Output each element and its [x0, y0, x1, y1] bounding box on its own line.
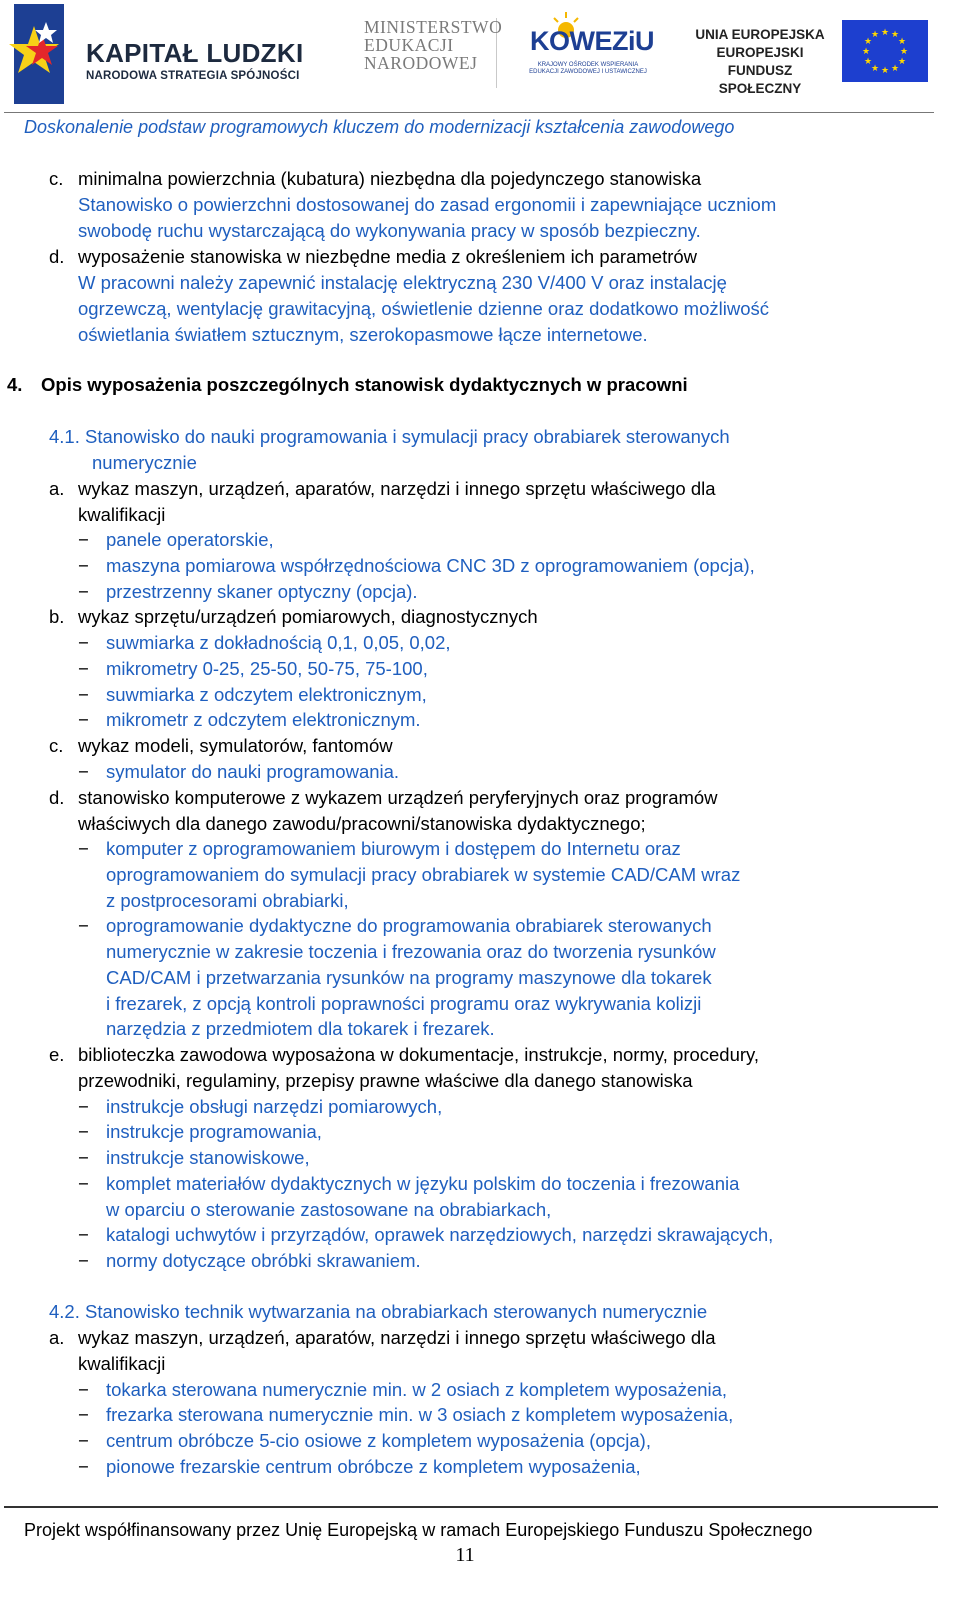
s41-a-heading-line-1: wykaz maszyn, urządzeń, aparatów, narzędzi i innego sprzętu właściwego dla [78, 478, 716, 499]
ue-text [690, 26, 830, 98]
s41-b-item-1: suwmiarka z dokładnością 0,1, 0,05, 0,02, [106, 632, 451, 653]
dash-bullet: − [78, 761, 89, 782]
s42-a-item-4: pionowe frezarskie centrum obróbcze z kompletem wyposażenia, [106, 1456, 641, 1477]
list-label-d: d. [49, 246, 65, 267]
s41-e-item-3: instrukcje stanowiskowe, [106, 1147, 310, 1168]
dash-bullet: − [78, 915, 89, 936]
subsection-4-1-title-line-1: 4.1. Stanowisko do nauki programowania i symulacji pracy obrabiarek sterowanych [49, 426, 730, 447]
s41-d-item-2-line-4: i frezarek, z opcją kontroli poprawności programu oraz wykrywania kolizji [106, 993, 702, 1014]
koweziu-subtitle: KRAJOWY OŚRODEK WSPIERANIA EDUKACJI ZAWODOWEJ I USTAWICZNEJ [529, 62, 647, 75]
s41-e-heading-line-2: przewodniki, regulaminy, przepisy prawne właściwe dla danego stanowiska [78, 1070, 693, 1091]
dash-bullet: − [78, 684, 89, 705]
s41-e-item-5: katalogi uchwytów i przyrządów, oprawek narzędziowych, narzędzi skrawających, [106, 1224, 774, 1245]
kapital-ludzki-logo [4, 4, 304, 104]
s41-d-heading-line-2: właściwych dla danego zawodu/pracowni/stanowiska dydaktycznego; [78, 813, 646, 834]
s42-a-heading-line-1: wykaz maszyn, urządzeń, aparatów, narzędzi i innego sprzętu właściwego dla [78, 1327, 716, 1348]
s42-a-heading-line-2: kwalifikacji [78, 1353, 166, 1374]
s42-a-item-2: frezarka sterowana numerycznie min. w 3 osiach z kompletem wyposażenia, [106, 1404, 734, 1425]
s41-c-heading: wykaz modeli, symulatorów, fantomów [78, 735, 393, 756]
section-d-text-line-3: oświetlania światłem sztucznym, szerokopasmowe łącze internetowe. [78, 324, 648, 345]
s41-d-heading-line-1: stanowisko komputerowe z wykazem urządzeń peryferyjnych oraz programów [78, 787, 718, 808]
ue-line-2: EUROPEJSKI [716, 45, 804, 60]
dash-bullet: − [78, 838, 89, 859]
s41-d-item-2-line-1: oprogramowanie dydaktyczne do programowania obrabiarek sterowanych [106, 915, 712, 936]
section-d-text-line-1: W pracowni należy zapewnić instalację elektryczną 230 V/400 V oraz instalację [78, 272, 727, 293]
list-label-d: d. [49, 787, 65, 808]
section-c-heading: minimalna powierzchnia (kubatura) niezbędna dla pojedynczego stanowiska [78, 168, 702, 189]
dash-bullet: − [78, 632, 89, 653]
subsection-4-1-title-line-2: numerycznie [92, 452, 197, 473]
ue-line-3: FUNDUSZ SPOŁECZNY [718, 63, 802, 96]
dash-bullet: − [78, 1096, 89, 1117]
unia-europejska-logo [690, 20, 940, 96]
s41-d-item-2-line-5: narzędzia z przedmiotem dla tokarek i frezarek. [106, 1018, 495, 1039]
dash-bullet: − [78, 1379, 89, 1400]
koweziu-title: KOWEZiU [530, 26, 654, 56]
subsection-4-2-title: 4.2. Stanowisko technik wytwarzania na obrabiarkach sterowanych numerycznie [49, 1301, 708, 1322]
s41-e-heading-line-1: biblioteczka zawodowa wyposażona w dokumentacje, instrukcje, normy, procedury, [78, 1044, 760, 1065]
section-d-heading: wyposażenie stanowiska w niezbędne media z określeniem ich parametrów [78, 246, 698, 267]
ministerstwo-line-2: EDUKACJI [364, 35, 454, 55]
s41-d-item-1-line-3: z postprocesorami obrabiarki, [106, 890, 349, 911]
dash-bullet: − [78, 1173, 89, 1194]
s41-d-item-1-line-1: komputer z oprogramowaniem biurowym i dostępem do Internetu oraz [106, 838, 681, 859]
s41-b-item-2: mikrometry 0-25, 25-50, 50-75, 75-100, [106, 658, 428, 679]
section-c-text-line-2: swobodę ruchu wystarczającą do wykonywania pracy w sposób bezpieczny. [78, 220, 701, 241]
s41-d-item-2-line-2: numerycznie w zakresie toczenia i frezowania oraz do tworzenia rysunków [106, 941, 716, 962]
kapital-ludzki-subtitle: NARODOWA STRATEGIA SPÓJNOŚCI [86, 70, 300, 82]
s41-a-heading-line-2: kwalifikacji [78, 504, 166, 525]
header-divider [4, 112, 934, 113]
s42-a-item-1: tokarka sterowana numerycznie min. w 2 osiach z kompletem wyposażenia, [106, 1379, 728, 1400]
s41-b-item-4: mikrometr z odczytem elektronicznym. [106, 709, 421, 730]
ministerstwo-line-1: MINISTERSTWO [364, 17, 503, 37]
svg-text:★: ★ [863, 57, 873, 67]
dash-bullet: − [78, 1121, 89, 1142]
list-label-c: c. [49, 168, 64, 189]
list-label-a: a. [49, 1327, 65, 1348]
svg-text:★: ★ [897, 57, 907, 67]
s41-a-item-3: przestrzenny skaner optyczny (opcja). [106, 581, 418, 602]
s41-e-item-4-line-2: w oparciu o sterowanie zastosowane na obrabiarkach, [106, 1199, 552, 1220]
footer-text: Projekt współfinansowany przez Unię Europejską w ramach Europejskiego Funduszu Społecznego [24, 1520, 813, 1540]
ministerstwo-logo [364, 17, 503, 88]
section-d-text-line-2: ogrzewczą, wentylację grawitacyjną, oświetlenie dzienne oraz dodatkowo możliwość [78, 298, 770, 319]
s41-d-item-1-line-2: oprogramowaniem do symulacji pracy obrabiarek w systemie CAD/CAM wraz [106, 864, 741, 885]
section-4-number: 4. [7, 374, 23, 395]
footer-divider [4, 1506, 938, 1508]
dash-bullet: − [78, 555, 89, 576]
dash-bullet: − [78, 658, 89, 679]
dash-bullet: − [78, 1224, 89, 1245]
page-number: 11 [455, 1544, 475, 1566]
dash-bullet: − [78, 1430, 89, 1451]
list-label-e: e. [49, 1044, 65, 1065]
s41-b-item-3: suwmiarka z odczytem elektronicznym, [106, 684, 427, 705]
svg-text:★: ★ [870, 30, 880, 40]
svg-text:★: ★ [890, 64, 900, 74]
section-4-title: Opis wyposażenia poszczególnych stanowisk dydaktycznych w pracowni [41, 374, 688, 395]
dash-bullet: − [78, 1456, 89, 1477]
s41-b-heading: wykaz sprzętu/urządzeń pomiarowych, diagnostycznych [78, 606, 538, 627]
svg-text:★: ★ [870, 64, 880, 74]
dash-bullet: − [78, 1404, 89, 1425]
list-label-c: c. [49, 735, 64, 756]
ministerstwo-line-3: NARODOWEJ [364, 53, 478, 73]
s41-e-item-1: instrukcje obsługi narzędzi pomiarowych, [106, 1096, 443, 1117]
s41-a-item-2: maszyna pomiarowa współrzędnościowa CNC 3D z oprogramowaniem (opcja), [106, 555, 755, 576]
svg-text:★: ★ [897, 37, 907, 47]
svg-text:★: ★ [899, 47, 909, 57]
list-label-a: a. [49, 478, 65, 499]
document-running-title: Doskonalenie podstaw programowych kluczem do modernizacji kształcenia zawodowego [24, 117, 735, 137]
dash-bullet: − [78, 581, 89, 602]
svg-text:★: ★ [880, 28, 890, 38]
kapital-ludzki-title: KAPITAŁ LUDZKI [86, 38, 304, 68]
svg-text:★: ★ [880, 66, 890, 76]
section-c-text-line-1: Stanowisko o powierzchni dostosowanej do zasad ergonomii i zapewniające uczniom [78, 194, 777, 215]
ue-line-1: UNIA EUROPEJSKA [695, 27, 825, 42]
dash-bullet: − [78, 709, 89, 730]
kapital-ludzki-star-icon [4, 4, 66, 104]
dash-bullet: − [78, 1147, 89, 1168]
dash-bullet: − [78, 529, 89, 550]
s41-a-item-1: panele operatorskie, [106, 529, 274, 550]
header-logos [0, 0, 960, 112]
s42-a-item-3: centrum obróbcze 5-cio osiowe z kompletem wyposażenia (opcja), [106, 1430, 651, 1451]
svg-text:★: ★ [890, 30, 900, 40]
s41-e-item-6: normy dotyczące obróbki skrawaniem. [106, 1250, 421, 1271]
s41-e-item-2: instrukcje programowania, [106, 1121, 322, 1142]
s41-e-item-4-line-1: komplet materiałów dydaktycznych w języku polskim do toczenia i frezowania [106, 1173, 740, 1194]
s41-c-item-1: symulator do nauki programowania. [106, 761, 400, 782]
eu-flag-icon [842, 20, 928, 82]
svg-text:★: ★ [863, 37, 873, 47]
list-label-b: b. [49, 606, 65, 627]
s41-d-item-2-line-3: CAD/CAM i przetwarzania rysunków na programy maszynowe dla tokarek [106, 967, 712, 988]
svg-text:★: ★ [861, 47, 871, 57]
koweziu-logo [520, 16, 654, 86]
dash-bullet: − [78, 1250, 89, 1271]
